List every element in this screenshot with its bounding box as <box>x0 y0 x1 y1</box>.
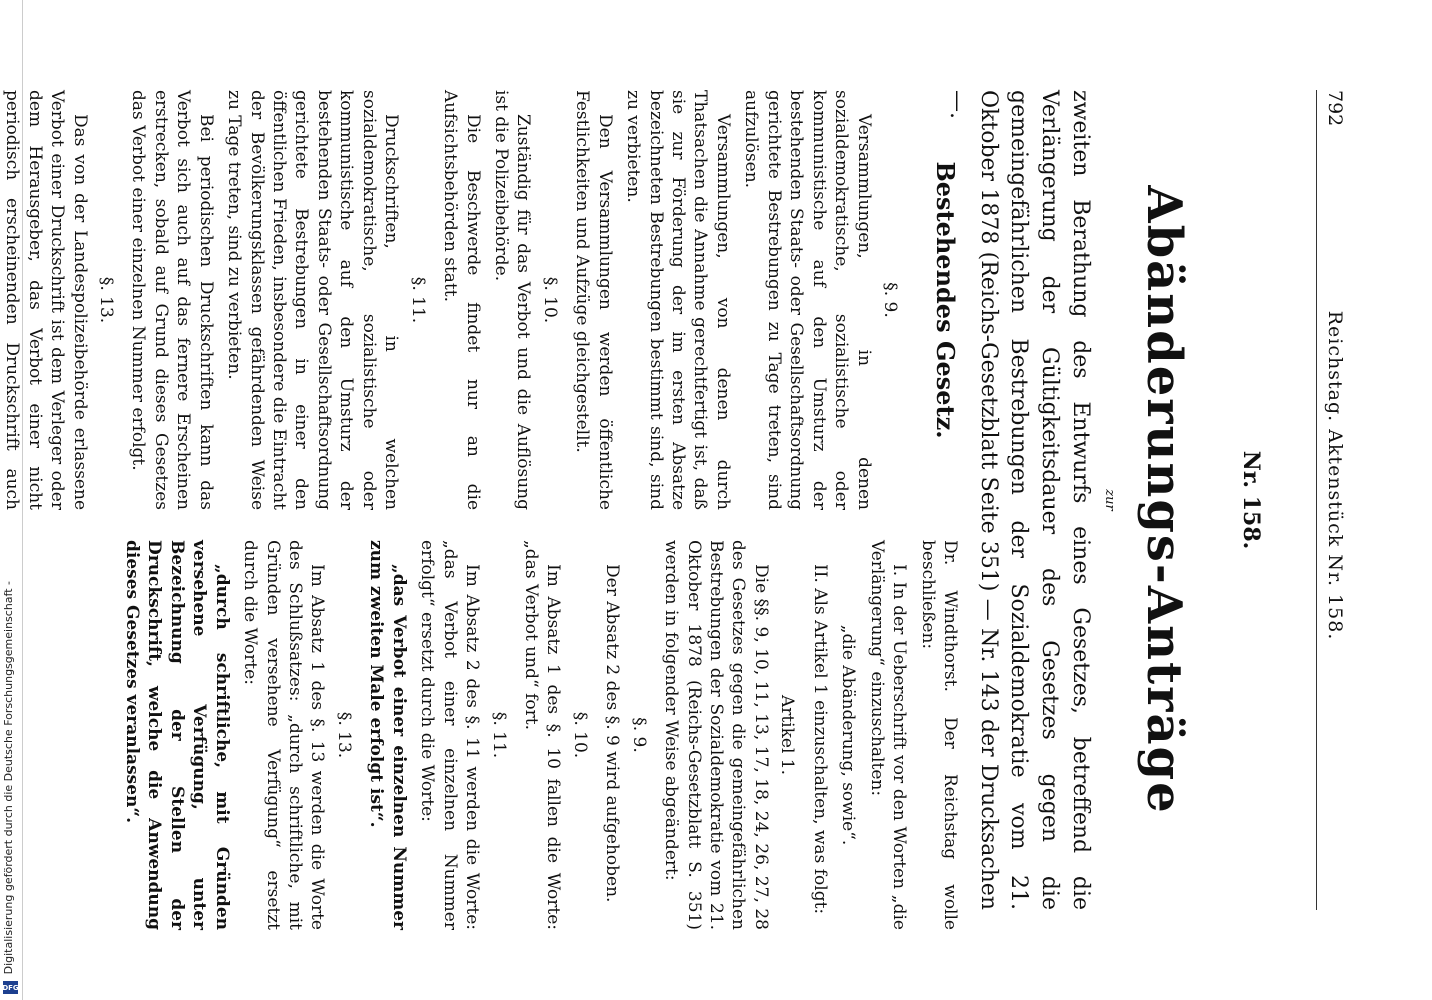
left-column <box>0 90 911 510</box>
right-s13-quote: „durch schriftliche, mit Gründen versehene Verfügung, unter Bezeichnung der Stellen der Druckschrift, welche die Anwendung dieses Gesetzes veranlassen“. <box>122 540 232 930</box>
left-s11-p2: Bei periodischen Druckschriften kann das Verbot sich auch auf das fernere Erscheinen erstrecken, sobald auf Grund dieses Gesetzes das Verbot einer einzelnen Nummer erfolgt. <box>128 90 216 510</box>
right-s13-text: Im Absatz 1 des §. 13 werden die Worte des Schlußsatzes: „durch schriftliche, mit Gründen versehene Verfügung“ ersetzt durch die Worte: <box>240 540 328 930</box>
left-s9-p1: Versammlungen, in denen sozialdemokratische, sozialistische oder kommunistische auf den Umsturz der bestehenden Staats- oder Gesellschaftsordnung gerichtete Bestrebungen zu Tage treten, sind aufzulösen. <box>741 90 874 510</box>
right-s9-text: Der Absatz 2 des §. 9 wird aufgehoben. <box>602 564 623 903</box>
left-s9-p3: Den Versammlungen werden öffentliche Festlichkeiten und Aufzüge gleichgestellt. <box>572 90 615 510</box>
left-s11-title: §. 11. <box>407 276 428 324</box>
right-item1: I. In der Ueberschrift vor den Worten „die Verlängerung“ einzuschalten: <box>866 540 910 930</box>
right-s13-title: §. 13. <box>333 711 354 759</box>
right-s11-title: §. 11. <box>488 711 509 759</box>
right-item1-quote: „die Abänderung, sowie“. <box>838 624 859 846</box>
header-section: Reichstag. Aktenstück Nr. 158. <box>1324 310 1346 641</box>
right-artikel: Artikel 1. <box>777 694 798 776</box>
right-author-intro: Dr. Windthorst. Der Reichstag wolle beschließen: <box>917 540 960 930</box>
left-s10-p2: Die Beschwerde findet nur an die Aufsichtsbehörden statt. <box>440 90 483 510</box>
left-s10-p1: Zuständig für das Verbot und die Auflösung ist die Polizeibehörde. <box>491 90 534 510</box>
right-s11-quote: „das Verbot einer einzelnen Nummer zum zweiten Male erfolgt ist“. <box>366 540 409 930</box>
right-s10-text: Im Absatz 1 des §. 10 fallen die Worte: „das Verbot und“ fort. <box>521 540 564 930</box>
page-number: 792 <box>1324 90 1346 127</box>
document-title: Abänderungs-Anträge <box>1136 185 1192 815</box>
left-s13-p1: Das von der Landespolizeibehörde erlassene Verbot einer Druckschrift ist dem Verleger oder dem Herausgeber, das Verbot einer nicht periodisch erscheinenden Druckschrift auch <box>2 90 90 510</box>
right-s9-title: §. 9. <box>628 717 649 753</box>
right-column <box>115 540 961 930</box>
left-s13-title: §. 13. <box>96 276 116 324</box>
left-s9-title: §. 9. <box>880 282 900 318</box>
right-s10-title: §. 10. <box>569 711 590 759</box>
dfg-logo-icon: DFG <box>3 981 18 994</box>
left-s9-p2: Versammlungen, von denen durch Thatsachen die Annahme gerechtfertigt ist, daß sie zur Förderung der im ersten Absatze bezeichneten Bestrebungen bestimmt sind, sind zu verbieten. <box>623 90 733 510</box>
funding-note: Digitalisierung gefördert durch die Deutsche Forschungsgemeinschaft - <box>2 580 15 974</box>
title-connector: zur <box>1102 489 1117 511</box>
left-s10-title: §. 10. <box>539 276 560 324</box>
left-s11-p1: Druckschriften, in welchen sozialdemokratische, sozialistische oder kommunistische auf den Umsturz der bestehenden Staats- oder Gesellschaftsordnung gerichtete Bestrebungen in einer den öffentlichen Frieden, insbesondere die Eintracht der Bevölkerungsklassen gefährdenden Weise zu Tage treten, sind zu verbieten. <box>224 90 402 510</box>
page-header <box>1316 90 1347 910</box>
document-number: Nr. 158. <box>1238 450 1264 550</box>
intro-paragraph: zweiten Berathung des Entwurfs eines Gesetzes, betreffend die Verlängerung der Gültigkeitsdauer des Gesetzes gegen die gemeingefährlichen Bestrebungen der Sozialdemokratie vom 21. Oktober 1878 (Reichs-Gesetzblatt Seite 351) — Nr. 143 der Drucksachen —. <box>944 90 1093 910</box>
right-item2: II. Als Artikel 1 einzuschalten, was folgt: <box>809 564 830 915</box>
right-artikel-text: Die §§. 9, 10, 11, 13, 17, 18, 24, 26, 27, 28 des Gesetzes gegen die gemeingefährlichen Bestrebungen der Sozialdemokratie vom 21. Oktober 1878 (Reichs-Gesetzblatt S. 351) werden in folgender Weise abgeändert: <box>661 540 771 930</box>
right-s11-text: Im Absatz 2 des §. 11 werden die Worte: „das Verbot einer einzelnen Nummer erfolgt“ ersetzt durch die Worte: <box>417 540 483 930</box>
left-column-heading: Bestehendes Gesetz. <box>931 161 960 439</box>
